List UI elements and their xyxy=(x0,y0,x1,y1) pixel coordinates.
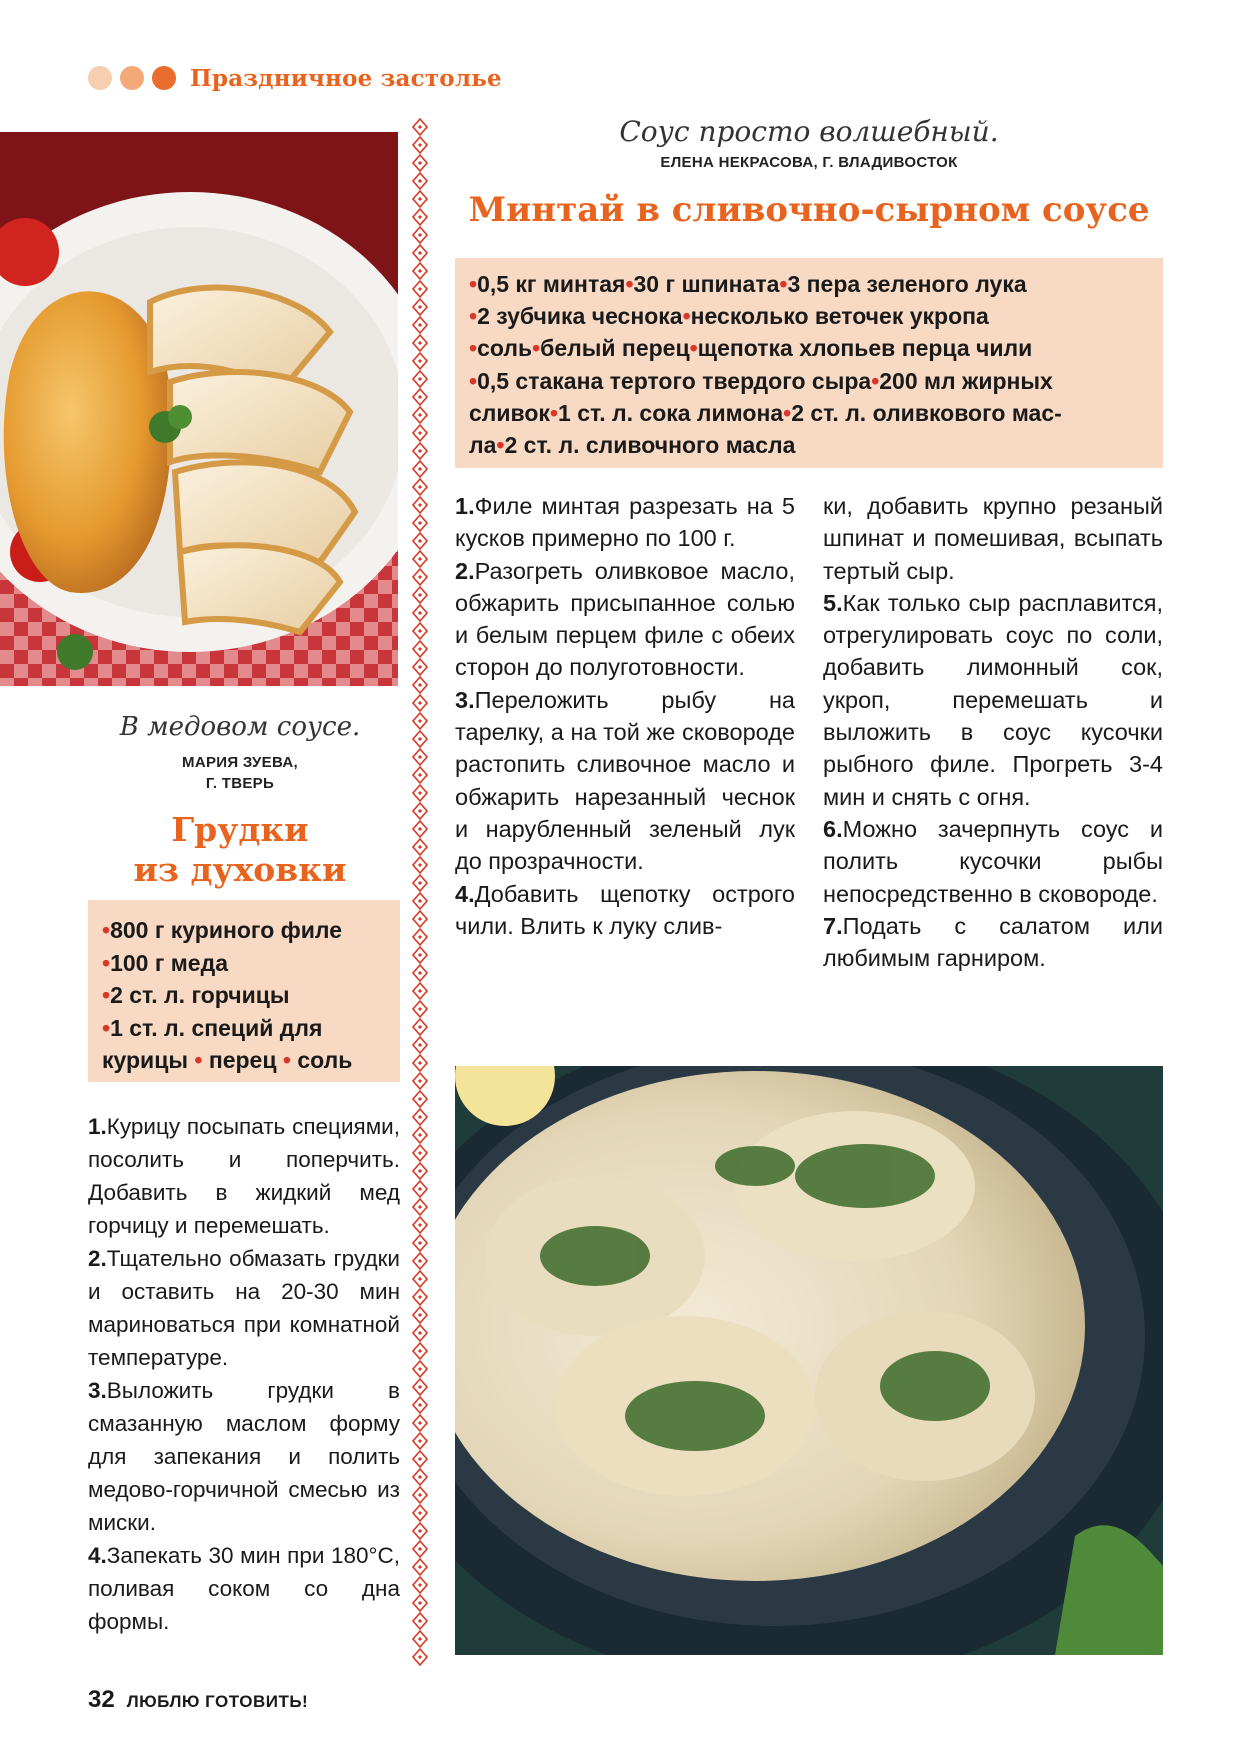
ingredient-line xyxy=(102,979,392,1012)
step-number: 6. xyxy=(823,815,843,842)
right-steps-col2 xyxy=(823,490,1163,974)
step-text: Как только сыр расплавится, отрегулировать соус по соли, добавить лимонный сок, укроп, перемешать и выложить в соус кусочки рыбного филе. Прогреть 3-4 мин и снять с огня. xyxy=(823,589,1163,810)
bullet-icon: • xyxy=(102,917,111,943)
step-text: Добавить щепотку острого чили. Влить к луку слив- xyxy=(455,880,795,939)
step-number: 3. xyxy=(455,686,475,713)
step xyxy=(823,813,1163,910)
right-subtitle: Соус просто волшебный. xyxy=(619,115,999,148)
step xyxy=(823,490,1163,587)
bullet-icon: • xyxy=(783,399,792,426)
bullet-icon: • xyxy=(871,367,880,394)
magazine-name: ЛЮБЛЮ ГОТОВИТЬ! xyxy=(126,1692,309,1711)
bullet-icon: • xyxy=(469,335,478,362)
step-number: 4. xyxy=(88,1543,107,1568)
ingredient-item: 800 г куриного филе xyxy=(110,917,343,943)
ingredient-item: 2 ст. л. оливкового мас- xyxy=(791,399,1062,426)
step xyxy=(823,587,1163,813)
step-number: 4. xyxy=(455,880,475,907)
ingredient-item: 100 г меда xyxy=(110,949,228,976)
ingredient-item: 2 зубчика чеснока xyxy=(477,303,683,330)
step-text: Запекать 30 мин при 180°С, поливая соком со дна формы. xyxy=(88,1543,400,1634)
step-text: ки, добавить крупно резаный шпинат и помешивая, всыпать тертый сыр. xyxy=(823,493,1163,584)
step xyxy=(88,1242,400,1374)
right-recipe-title: Минтай в сливочно-сырном соусе xyxy=(468,190,1150,230)
ingredient-item: соль xyxy=(297,1047,353,1073)
ingredient-line xyxy=(469,268,1153,300)
step xyxy=(88,1374,400,1539)
step xyxy=(455,555,795,684)
step-number: 5. xyxy=(823,589,843,616)
ingredient-item: 2 ст. л. сливочного масла xyxy=(504,432,796,459)
bullet-icon: • xyxy=(102,949,111,976)
header-dot-icon xyxy=(88,66,112,90)
ingredient-item: перец xyxy=(208,1047,277,1073)
left-ingredients-box xyxy=(88,900,400,1082)
header-dot-icon xyxy=(152,66,176,90)
ingredient-line xyxy=(469,365,1153,397)
ingredient-item: сливок xyxy=(469,399,550,426)
ingredient-line xyxy=(469,429,1153,461)
ingredient-line xyxy=(102,947,392,980)
header-dot-icon xyxy=(120,66,144,90)
bullet-icon: • xyxy=(102,1014,111,1041)
left-steps xyxy=(88,1110,400,1638)
bullet-icon: • xyxy=(682,303,691,330)
ingredient-item: 0,5 стакана тертого твердого сыра xyxy=(477,367,872,394)
step-number: 3. xyxy=(88,1378,107,1403)
ingredient-item: 1 ст. л. сока лимона xyxy=(558,399,784,426)
step-text: Переложить рыбу на тарелку, а на той же сковороде растопить сливочное масло и обжарить нарезанный чеснок и нарубленный зеленый лук до прозрачности. xyxy=(455,686,795,875)
bullet-icon: • xyxy=(496,432,505,459)
step xyxy=(455,684,795,878)
bullet-icon: • xyxy=(102,982,111,1008)
step-text: Филе минтая разрезать на 5 кусков примерно по 100 г. xyxy=(455,493,795,552)
step xyxy=(88,1110,400,1242)
ingredient-item: 0,5 кг минтая xyxy=(477,271,626,297)
ingredient-item: белый перец xyxy=(540,335,690,362)
left-subtitle: В медовом соусе. xyxy=(119,712,361,742)
ingredient-item: 200 мл жирных xyxy=(879,367,1053,394)
fish-photo xyxy=(455,1066,1163,1655)
step-text: Разогреть оливковое масло, обжарить присыпанное солью и белым перцем филе с обеих сторон до полуготовности. xyxy=(455,557,795,681)
ingredient-item: 30 г шпината xyxy=(633,271,780,297)
ingredient-item: ла xyxy=(469,432,497,459)
ingredient-line xyxy=(469,332,1153,364)
bullet-icon: • xyxy=(469,271,478,297)
ingredient-item: 2 ст. л. горчицы xyxy=(110,982,290,1008)
bullet-icon: • xyxy=(282,1047,291,1073)
right-author: ЕЛЕНА НЕКРАСОВА, Г. ВЛАДИВОСТОК xyxy=(660,154,958,171)
left-author xyxy=(80,752,400,794)
step-text: Подать с салатом или любимым гарниром. xyxy=(823,912,1163,972)
right-ingredients-box xyxy=(455,258,1163,468)
ornament-divider xyxy=(412,118,428,1666)
bullet-icon: • xyxy=(689,335,698,362)
left-author-city: Г. ТВЕРЬ xyxy=(205,775,275,792)
page-footer xyxy=(88,1686,308,1714)
step-number: 2. xyxy=(455,557,475,584)
right-steps-col1 xyxy=(455,490,795,942)
ingredient-item: соль xyxy=(477,335,533,362)
left-title-line: из духовки xyxy=(133,850,347,889)
bullet-icon: • xyxy=(532,335,541,362)
left-author-name: МАРИЯ ЗУЕВА, xyxy=(182,754,298,771)
left-recipe-title xyxy=(80,810,400,890)
step-number: 7. xyxy=(823,912,843,939)
step-text: Выложить грудки в смазанную маслом форму для запекания и полить медово-горчичной смесью из миски. xyxy=(88,1378,400,1535)
step xyxy=(455,490,795,555)
bullet-icon: • xyxy=(625,271,634,297)
ingredient-line xyxy=(102,1012,392,1045)
ingredient-line xyxy=(469,300,1153,332)
step-number: 1. xyxy=(455,493,475,519)
section-header xyxy=(88,60,502,96)
bullet-icon: • xyxy=(779,271,788,297)
step-text: Тщательно обмазать грудки и оставить на 20-30 мин мариноваться при комнатной температуре. xyxy=(88,1246,400,1370)
step xyxy=(823,910,1163,975)
ingredient-item: 3 пера зеленого лука xyxy=(787,271,1027,297)
bullet-icon: • xyxy=(469,303,478,330)
step-text: Курицу посыпать специями, посолить и поперчить. Добавить в жидкий мед горчицу и перемешать. xyxy=(88,1114,400,1238)
bullet-icon: • xyxy=(469,367,478,394)
ingredient-item: курицы xyxy=(102,1047,188,1073)
chicken-photo xyxy=(0,132,398,686)
step-number: 1. xyxy=(88,1114,107,1139)
ingredient-item: несколько веточек укропа xyxy=(690,303,989,330)
step xyxy=(455,878,795,943)
ingredient-item: 1 ст. л. специй для xyxy=(110,1014,323,1041)
bullet-icon: • xyxy=(194,1047,203,1073)
step-text: Можно зачерпнуть соус и полить кусочки рыбы непосредственно в сковороде. xyxy=(823,815,1163,907)
bullet-icon: • xyxy=(549,399,559,426)
section-title: Праздничное застолье xyxy=(190,64,502,92)
step xyxy=(88,1539,400,1638)
left-title-line: Грудки xyxy=(171,810,309,849)
step-number: 2. xyxy=(88,1246,107,1271)
ingredient-item: щепотка хлопьев перца чили xyxy=(697,335,1033,362)
page-number: 32 xyxy=(88,1686,115,1713)
ingredient-line xyxy=(469,397,1153,429)
ingredient-line xyxy=(102,914,392,947)
ingredient-line xyxy=(102,1044,392,1077)
